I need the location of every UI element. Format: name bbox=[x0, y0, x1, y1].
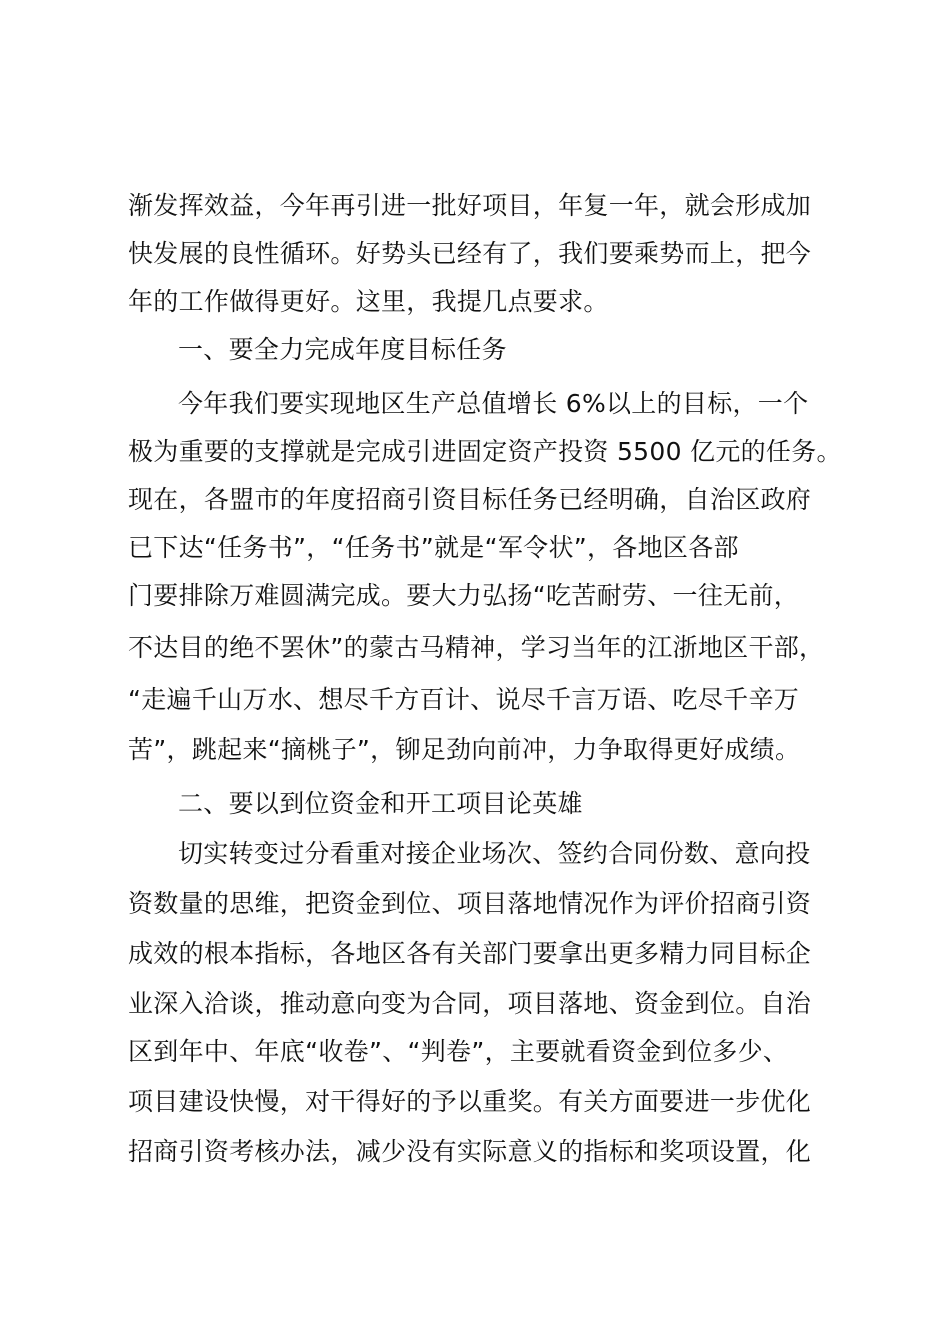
text-line: 已下达“任务书”，“任务书”就是“军令状”，各地区各部 bbox=[128, 533, 739, 562]
text-line: “走遍千山万水、想尽千方百计、说尽千言万语、吃尽千辛万 bbox=[128, 685, 800, 714]
text-line: 苦”，跳起来“摘桃子”，铆足劲向前冲，力争取得更好成绩。 bbox=[128, 735, 801, 764]
text-line: 门要排除万难圆满完成。要大力弘扬“吃苦耐劳、一往无前， bbox=[128, 581, 800, 610]
text-line: 渐发挥效益，今年再引进一批好项目，年复一年，就会形成加 bbox=[128, 191, 812, 220]
text-line: 今年我们要实现地区生产总值增长 6%以上的目标，一个 bbox=[178, 389, 809, 418]
text-line: 成效的根本指标，各地区各有关部门要拿出更多精力同目标企 bbox=[128, 939, 812, 968]
text-line: 项目建设快慢，对干得好的予以重奖。有关方面要进一步优化 bbox=[128, 1087, 812, 1116]
text-line: 快发展的良性循环。好势头已经有了，我们要乘势而上，把今 bbox=[128, 239, 812, 268]
text-line: 极为重要的支撑就是完成引进固定资产投资 5500 亿元的任务。 bbox=[128, 437, 842, 466]
text-line: 年的工作做得更好。这里，我提几点要求。 bbox=[128, 287, 609, 316]
text-line: 业深入洽谈，推动意向变为合同，项目落地、资金到位。自治 bbox=[128, 989, 812, 1018]
text-line: 资数量的思维，把资金到位、项目落地情况作为评价招商引资 bbox=[128, 889, 812, 918]
section-heading-2: 二、要以到位资金和开工项目论英雄 bbox=[178, 789, 583, 818]
text-line: 区到年中、年底“收卷”、“判卷”，主要就看资金到位多少、 bbox=[128, 1037, 789, 1066]
text-line: 招商引资考核办法，减少没有实际意义的指标和奖项设置，化 bbox=[128, 1137, 812, 1166]
text-line: 不达目的绝不罢休”的蒙古马精神，学习当年的江浙地区干部， bbox=[128, 633, 825, 662]
text-line: 切实转变过分看重对接企业场次、签约合同份数、意向投 bbox=[178, 839, 811, 868]
section-heading-1: 一、要全力完成年度目标任务 bbox=[178, 335, 507, 364]
text-line: 现在，各盟市的年度招商引资目标任务已经明确，自治区政府 bbox=[128, 485, 812, 514]
